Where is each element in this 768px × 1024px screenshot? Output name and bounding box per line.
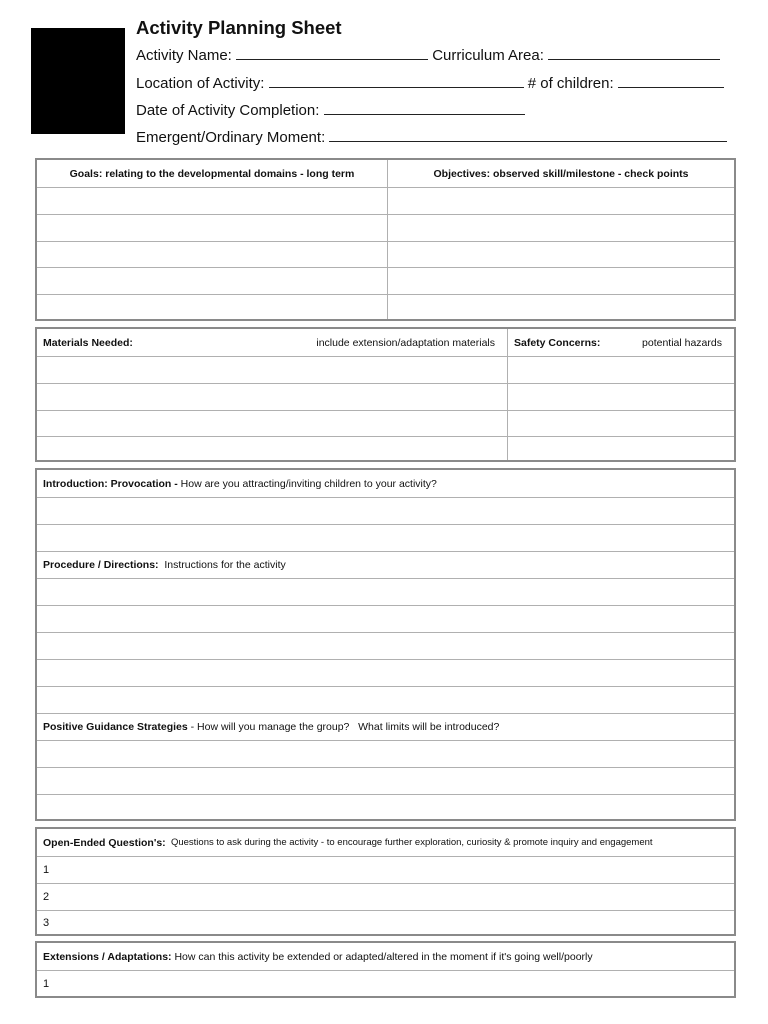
children-label: # of children: [527,75,614,92]
table-row [37,356,734,383]
table-row [37,410,734,436]
guidance-row[interactable] [37,794,734,819]
header-line-2 [136,74,724,92]
table-row [37,436,734,460]
objective-cell[interactable] [387,242,734,267]
date-label: Date of Activity Completion: [136,102,320,119]
question-number: 1 [43,864,50,876]
safety-cell[interactable] [507,357,734,383]
intro-label: Introduction: Provocation - [43,477,178,490]
materials-safety-table [35,327,736,462]
extensions-header-row [37,943,734,970]
safety-cell[interactable] [507,437,734,460]
moment-field[interactable] [329,128,727,142]
objective-cell[interactable] [387,188,734,214]
date-field[interactable] [324,101,525,115]
materials-safety-header-row [37,329,734,356]
table-row [37,294,734,319]
materials-header [37,329,507,356]
extension-row[interactable] [37,970,734,996]
question-row[interactable] [37,910,734,934]
questions-header-row [37,829,734,856]
material-cell[interactable] [37,437,507,460]
objective-cell[interactable] [387,215,734,241]
procedure-row[interactable] [37,578,734,605]
location-label: Location of Activity: [136,75,265,92]
objectives-header: Objectives: observed skill/milestone - check points [387,160,734,187]
plan-table [35,468,736,821]
intro-row[interactable] [37,524,734,551]
header-line-4 [136,128,727,146]
extensions-note: How can this activity be extended or adapted/altered in the moment if it's going well/poorly [171,950,593,963]
safety-cell[interactable] [507,411,734,436]
table-row [37,214,734,241]
safety-note: potential hazards [642,336,722,349]
table-row [37,241,734,267]
curriculum-area-field[interactable] [548,46,720,60]
guidance-row[interactable] [37,767,734,794]
procedure-row[interactable] [37,659,734,686]
extensions-label: Extensions / Adaptations: [43,950,172,963]
guidance-row[interactable] [37,740,734,767]
location-field[interactable] [269,74,524,88]
procedure-row[interactable] [37,686,734,713]
intro-header-row [37,470,734,497]
procedure-row[interactable] [37,632,734,659]
activity-name-label: Activity Name: [136,47,232,64]
questions-label: Open-Ended Question's: [43,836,166,849]
materials-note: include extension/adaptation materials [316,336,495,349]
goals-header: Goals: relating to the developmental domains - long term [69,167,355,180]
page-title: Activity Planning Sheet [136,17,342,38]
intro-note: How are you attracting/inviting children to your activity? [177,477,437,490]
goal-cell[interactable] [37,188,387,214]
questions-table [35,827,736,936]
goal-cell[interactable] [37,268,387,294]
questions-note: Questions to ask during the activity - to encourage further exploration, curiosity & promote inquiry and engagement [165,837,653,848]
question-row[interactable] [37,856,734,883]
children-field[interactable] [618,74,724,88]
guidance-note: - How will you manage the group? What limits will be introduced? [187,721,500,733]
question-number: 2 [43,891,50,903]
guidance-label: Positive Guidance Strategies [43,721,188,733]
table-row [37,187,734,214]
procedure-header-row [37,551,734,578]
goal-cell[interactable] [37,295,387,319]
safety-label: Safety Concerns: [514,336,601,349]
question-number: 3 [43,916,50,929]
goal-cell[interactable] [37,242,387,267]
goal-cell[interactable] [37,215,387,241]
question-row[interactable] [37,883,734,910]
procedure-note: Instructions for the activity [158,559,286,571]
header-line-3 [136,101,525,119]
material-cell[interactable] [37,411,507,436]
table-row [37,383,734,410]
guidance-header-row [37,713,734,740]
objective-cell[interactable] [387,268,734,294]
logo-block [31,28,125,134]
safety-cell[interactable] [507,384,734,410]
objective-cell[interactable] [387,295,734,319]
goals-objectives-header-row [37,160,734,187]
curriculum-area-label: Curriculum Area: [432,47,544,64]
material-cell[interactable] [37,357,507,383]
materials-label: Materials Needed: [43,336,133,349]
intro-row[interactable] [37,497,734,524]
extension-number: 1 [43,977,50,990]
material-cell[interactable] [37,384,507,410]
goals-objectives-table [35,158,736,321]
safety-header [507,329,734,356]
extensions-table [35,941,736,998]
table-row [37,267,734,294]
header-line-1 [136,46,720,64]
procedure-row[interactable] [37,605,734,632]
procedure-label: Procedure / Directions: [43,559,159,571]
moment-label: Emergent/Ordinary Moment: [136,129,326,146]
activity-name-field[interactable] [236,46,428,60]
